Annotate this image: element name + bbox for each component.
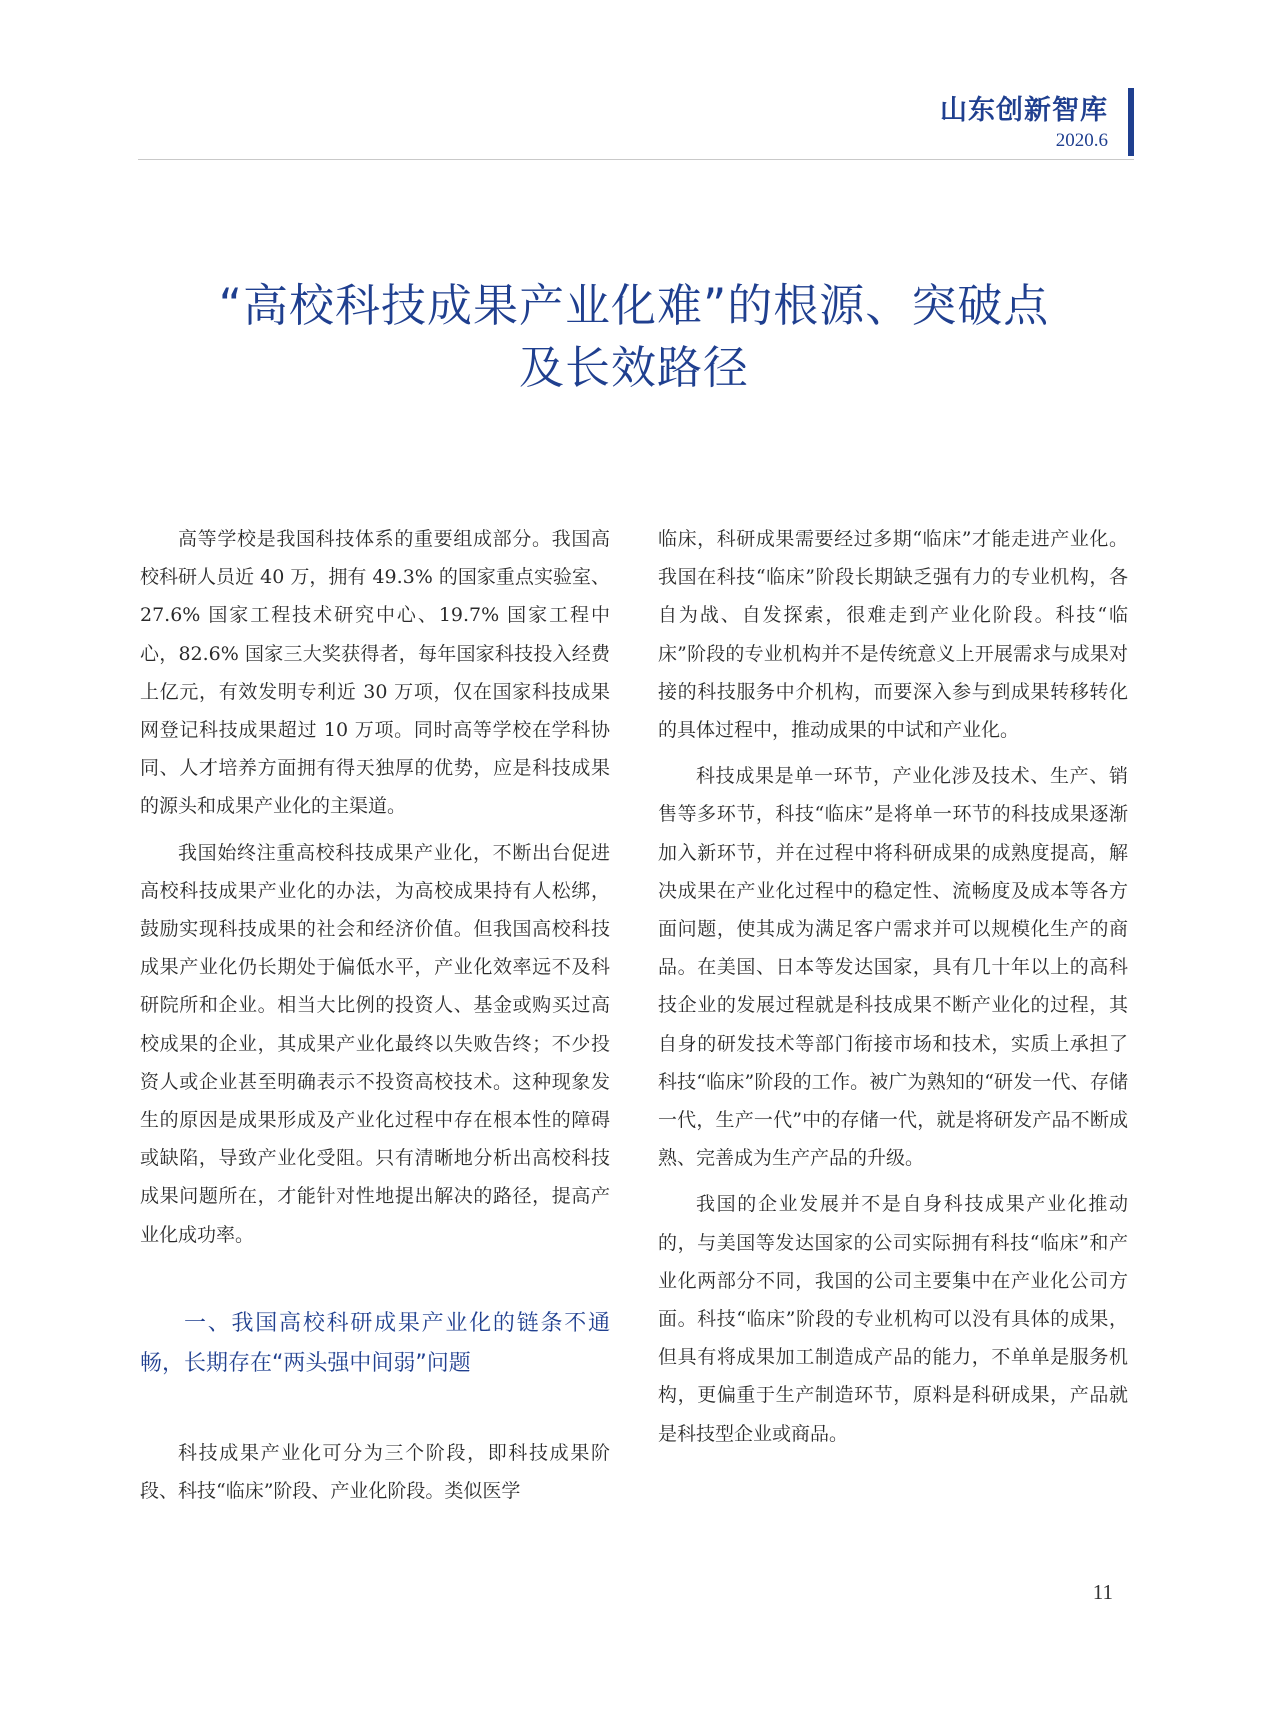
left-column: [140, 520, 610, 1518]
header-accent-bar: [1128, 88, 1134, 156]
right-column: [658, 520, 1128, 1461]
page-number: 11: [1092, 1580, 1113, 1604]
article-title-line1: “高校科技成果产业化难”的根源、突破点: [218, 279, 1050, 332]
paragraph: 我国始终注重高校科技成果产业化，不断出台促进高校科技成果产业化的办法，为高校成果持有人松绑，鼓励实现科技成果的社会和经济价值。但我国高校科技成果产业化仍长期处于偏低水平，产业化效率远不及科研院所和企业。相当大比例的投资人、基金或购买过高校成果的企业，其成果产业化最终以失败告终；不少投资人或企业甚至明确表示不投资高校技术。这种现象发生的原因是成果形成及产业化过程中存在根本性的障碍或缺陷，导致产业化受阻。只有清晰地分析出高校科技成果问题所在，才能针对性地提出解决的路径，提高产业化成功率。: [140, 841, 610, 1246]
paragraph: 科技成果产业化可分为三个阶段，即科技成果阶段、科技“临床”阶段、产业化阶段。类似医学: [140, 1441, 610, 1503]
article-title: [140, 275, 1128, 399]
article-title-line2: 及长效路径: [518, 341, 749, 394]
paragraph: 科技成果是单一环节，产业化涉及技术、生产、销售等多环节，科技“临床”是将单一环节的科技成果逐渐加入新环节，并在过程中将科研成果的成熟度提高，解决成果在产业化过程中的稳定性、流畅度及成本等各方面问题，使其成为满足客户需求并可以规模化生产的商品。在美国、日本等发达国家，具有几十年以上的高科技企业的发展过程就是科技成果不断产业化的过程，其自身的研发技术等部门衔接市场和技术，实质上承担了科技“临床”阶段的工作。被广为熟知的“研发一代、存储一代，生产一代”中的存储一代，就是将研发产品不断成熟、完善成为生产产品的升级。: [658, 765, 1128, 1170]
issue-date: 2020.6: [1055, 130, 1108, 151]
paragraph-continued: 临床，科研成果需要经过多期“临床”才能走进产业化。我国在科技“临床”阶段长期缺乏强有力的专业机构，各自为战、自发探索，很难走到产业化阶段。科技“临床”阶段的专业机构并不是传统意义上开展需求与成果对接的科技服务中介机构，而要深入参与到成果转移转化的具体过程中，推动成果的中试和产业化。: [658, 528, 1128, 742]
journal-brand: 山东创新智库: [940, 95, 1108, 126]
header-divider: [138, 159, 1134, 160]
paragraph: 我国的企业发展并不是自身科技成果产业化推动的，与美国等发达国家的公司实际拥有科技“临床”和产业化两部分不同，我国的公司主要集中在产业化公司方面。科技“临床”阶段的专业机构可以没有具体的成果，但具有将成果加工制造成产品的能力，不单单是服务机构，更偏重于生产制造环节，原料是科研成果，产品就是科技型企业或商品。: [658, 1193, 1128, 1445]
section-heading: 一、我国高校科研成果产业化的链条不通畅，长期存在“两头强中间弱”问题: [140, 1310, 610, 1376]
paragraph: 高等学校是我国科技体系的重要组成部分。我国高校科研人员近 40 万，拥有 49.3% 的国家重点实验室、27.6% 国家工程技术研究中心、19.7% 国家工程中心，82.6% 国家三大奖获得者，每年国家科技投入经费上亿元，有效发明专利近 30 万项，仅在国家科技成果网登记科技成果超过 10 万项。同时高等学校在学科协同、人才培养方面拥有得天独厚的优势，应是科技成果的源头和成果产业化的主渠道。: [140, 528, 610, 818]
